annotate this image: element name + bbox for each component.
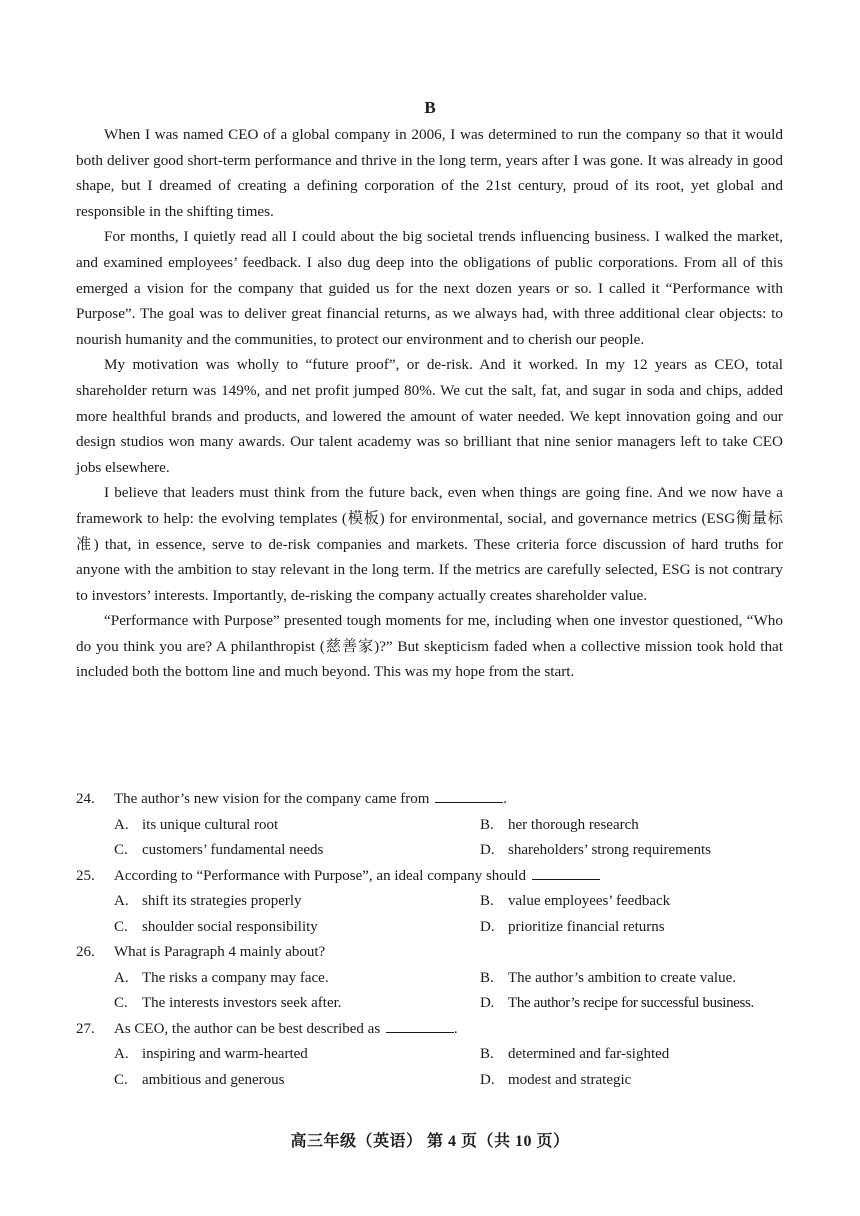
question-number: 24. [76,791,95,807]
option-d[interactable]: D. The author’s recipe for successful business. [480,995,754,1011]
question-stem: What is Paragraph 4 mainly about? [114,944,326,960]
question-25 [76,864,786,941]
question-stem: As CEO, the author can be best described as . [114,1017,458,1043]
answer-blank [435,788,503,803]
option-c[interactable]: C. The interests investors seek after. [114,995,342,1011]
option-d[interactable]: D. prioritize financial returns [480,918,665,935]
question-24 [76,787,786,864]
option-c[interactable]: C. shoulder social responsibility [114,918,318,935]
section-label: B [424,98,436,117]
option-c[interactable]: C. customers’ fundamental needs [114,842,324,858]
question-stem: According to “Performance with Purpose”, an ideal company should [114,864,600,890]
question-number: 27. [76,1020,95,1037]
option-b[interactable]: B. her thorough research [480,816,639,833]
option-a[interactable]: A. inspiring and warm-hearted [114,1046,308,1062]
question-list [76,787,786,1093]
option-d[interactable]: D. modest and strategic [480,1071,632,1088]
option-c[interactable]: C. ambitious and generous [114,1071,285,1088]
option-b[interactable]: B. determined and far-sighted [480,1046,670,1062]
paragraph-5: “Performance with Purpose” presented tough moments for me, including when one investor questioned, “Who do you think you are? A philanthropist (慈善家)?” But skepticism faded when a collective mission took hold that included both the bottom line and much beyond. This was my hope from the start. [76,612,783,681]
question-number: 25. [76,867,95,884]
option-b[interactable]: B. The author’s ambition to create value. [480,969,736,986]
paragraph-1: When I was named CEO of a global company in 2006, I was determined to run the company so that it would both deliver good short-term performance and thrive in the long term, years after I was gone. It was already in good shape, but I dreamed of creating a defining corporation of the 21st century, proud of its root, yet global and responsible in the shifting times. [76,126,783,220]
question-26 [76,940,786,1017]
page-footer: 高三年级（英语） 第 4 页（共 10 页） [290,1133,570,1150]
reading-passage [76,122,783,685]
paragraph-2: For months, I quietly read all I could about the big societal trends influencing business. I walked the market, and examined employees’ feedback. I also dug deep into the obligations of public corporations. From all of this emerged a vision for the company that guided us for the next dozen years or so. I called it “Performance with Purpose”. The goal was to deliver great financial returns, as we always had, with three additional clear objects: to nourish humanity and the communities, to protect our environment and to cherish our people. [76,228,783,348]
question-number: 26. [76,944,95,960]
option-a[interactable]: A. shift its strategies properly [114,893,302,909]
option-a[interactable]: A. The risks a company may face. [114,969,329,986]
option-d[interactable]: D. shareholders’ strong requirements [480,842,711,858]
option-a[interactable]: A. its unique cultural root [114,816,279,833]
answer-blank [386,1018,454,1033]
answer-blank [532,865,600,880]
option-b[interactable]: B. value employees’ feedback [480,893,671,909]
question-stem: The author’s new vision for the company came from . [114,787,507,813]
question-27 [76,1017,786,1094]
paragraph-3: My motivation was wholly to “future proof”, or de-risk. And it worked. In my 12 years as CEO, total shareholder return was 149%, and net profit jumped 80%. We cut the salt, fat, and sugar in soda and chips, added more healthful brands and products, and lowered the amount of water needed. We kept innovation going and our design studios won many awards. Our talent academy was so brilliant that nine senior managers left to take CEO jobs elsewhere. [76,356,783,476]
paragraph-4: I believe that leaders must think from the future back, even when things are going fine. And we now have a framework to help: the evolving templates (模板) for environmental, social, and governance metrics (ESG衡量标准) that, in essence, serve to de-risk companies and markets. These criteria force discussion of hard truths for anyone with the ambition to stay relevant in the long term. If the metrics are carefully selected, ESG is not contrary to investors’ interests. Importantly, de-risking the company actually creates shareholder value. [76,484,783,604]
